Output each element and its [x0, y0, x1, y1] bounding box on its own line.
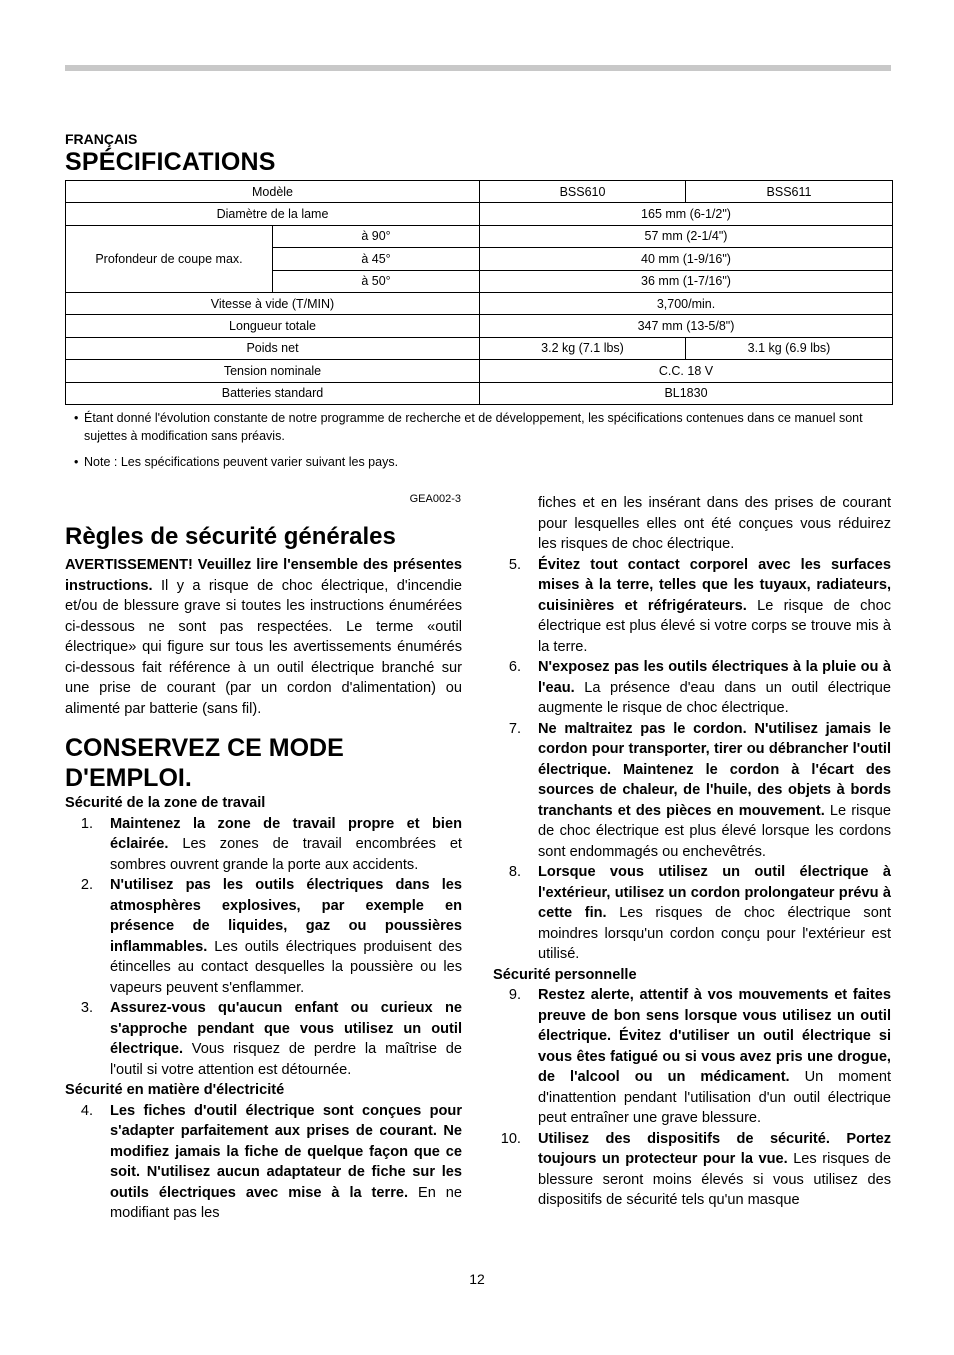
warning-bold: AVERTISSEMENT! Veuillez lire l'ensemble des présentes instructions.	[65, 557, 462, 594]
item-text: En ne modifiant pas les	[110, 1184, 462, 1221]
item-bold: Lorsque vous utilisez un outil électrique à l'extérieur, utilisez un cordon prolongateur prévu à cette fin.	[538, 864, 891, 921]
item-text: Les risques de blessure seront moins élevés si vous utilisez des dispositifs de sécurité tels qu'un masque	[538, 1151, 892, 1208]
list-item	[493, 657, 891, 719]
bullet-icon: •	[74, 411, 79, 425]
battery-label: Batteries standard	[66, 382, 480, 404]
page-number: 12	[469, 1271, 485, 1287]
weight-bss611: 3.1 kg (6.9 lbs)	[686, 337, 893, 359]
weight-label: Poids net	[66, 337, 480, 359]
list-item	[493, 555, 891, 658]
depth-value: 36 mm (1-7/16")	[480, 270, 893, 292]
voltage-label: Tension nominale	[66, 360, 480, 382]
item-bold: Ne maltraitez pas le cordon. N'utilisez jamais le cordon pour transporter, tirer ou débrancher l'outil électrique. Maintenez le cordon à l'écart des sources de chaleur, de l'huile, des objets à bords tranchants et des pièces en mouvement.	[538, 720, 891, 819]
speed-value: 3,700/min.	[480, 292, 893, 314]
language-label: FRANÇAIS	[65, 131, 138, 147]
document-code: GEA002-3	[409, 493, 461, 505]
warning-paragraph	[65, 555, 462, 719]
list-item	[65, 998, 462, 1080]
depth-value: 40 mm (1-9/16")	[480, 248, 893, 270]
table-row	[66, 181, 893, 203]
length-label: Longueur totale	[66, 315, 480, 337]
item-number: 1.	[80, 815, 93, 832]
item-text: Un moment d'inattention pendant l'utilisation d'un outil électrique peut entraîner une grave blessure.	[538, 1069, 892, 1126]
item-bold: Évitez tout contact corporel avec les surfaces mises à la terre, telles que les tuyaux, radiateurs, cuisinières et réfrigérateurs.	[538, 556, 891, 614]
item-4-continued: fiches et en les insérant dans des prises de courant pour lesquelles elles ont été conçues vous réduirez les risques de choc électrique.	[538, 495, 891, 552]
blade-value: 165 mm (6-1/2")	[480, 203, 893, 225]
item-text: Le risque de choc électrique est plus élevé si votre corps se trouve mis à la terre.	[538, 597, 891, 655]
keep-title-line2: D'EMPLOI.	[65, 764, 192, 792]
item-text: Les risques de choc électrique sont moindres lorsqu'un cordon conçu pour l'extérieur est utilisé.	[538, 905, 891, 962]
depth-angle: à 45°	[273, 248, 480, 270]
item-text: La présence d'eau dans un outil électrique augmente le risque de choc électrique.	[538, 679, 891, 716]
item-number: 7.	[508, 720, 521, 737]
depth-angle: à 50°	[273, 270, 480, 292]
depth-label: Profondeur de coupe max.	[66, 225, 273, 292]
table-row	[66, 292, 893, 314]
item-bold: N'utilisez pas les outils électriques dans les atmosphères explosives, par exemple en présence de liquides, gaz ou poussières inflammables.	[110, 877, 462, 955]
table-row	[66, 203, 893, 225]
speed-label: Vitesse à vide (T/MIN)	[66, 292, 480, 314]
left-column	[65, 523, 462, 1224]
note-text: Étant donné l'évolution constante de notre programme de recherche et de développement, les spécifications contenues dans ce manuel sont sujettes à modification sans préavis.	[84, 411, 863, 443]
section-electrical: Sécurité en matière d'électricité	[65, 1082, 285, 1098]
list-item	[493, 719, 891, 863]
weight-bss610: 3.2 kg (7.1 lbs)	[480, 337, 686, 359]
list-item	[65, 814, 462, 876]
specifications-table	[65, 180, 893, 405]
list-item	[65, 875, 462, 998]
item-text: Les zones de travail encombrées et sombres ouvrent grande la porte aux accidents.	[110, 836, 462, 873]
table-row	[66, 315, 893, 337]
right-column	[493, 493, 891, 1211]
rules-title: Règles de sécurité générales	[65, 523, 396, 550]
note-item	[74, 409, 874, 445]
spec-notes	[74, 409, 874, 471]
depth-angle: à 90°	[273, 225, 480, 247]
header-rule	[65, 65, 891, 71]
section-personal: Sécurité personnelle	[493, 966, 637, 983]
item-bold: N'exposez pas les outils électriques à la pluie ou à l'eau.	[538, 659, 891, 696]
item-bold: Les fiches d'outil électrique sont conçues pour s'adapter parfaitement aux prises de courant. Ne modifiez jamais la fiche de quelque façon que ce soit. N'utilisez aucun adaptateur de fiche sur les outils électriques avec mise à la terre.	[110, 1102, 462, 1201]
warning-text: Il y a risque de choc électrique, d'incendie et/ou de blessure grave si toutes les instructions énumérées ci-dessous ne sont pas respectées. Le terme «outil électrique» qui figure sur tous les avertissements énumérés ci-dessous fait référence à un outil électrique branché sur une prise de courant (par un cordon d'alimentation) ou alimenté par batterie (sans fil).	[65, 577, 462, 717]
list-item	[493, 862, 891, 965]
model-bss610: BSS610	[480, 181, 686, 203]
item-number: 9.	[508, 987, 521, 1003]
item-text: Les outils électriques produisent des étincelles au contact desquelles la poussière ou les vapeurs peuvent s'enflammer.	[110, 938, 462, 996]
blade-label: Diamètre de la lame	[66, 203, 480, 225]
model-label: Modèle	[66, 181, 480, 203]
item-bold: Utilisez des dispositifs de sécurité. Portez toujours un protecteur pour la vue.	[538, 1130, 891, 1167]
section-work-area: Sécurité de la zone de travail	[65, 795, 266, 811]
item-bold: Assurez-vous qu'aucun enfant ou curieux ne s'approche pendant que vous utilisez un outil électrique.	[110, 1000, 462, 1057]
list-item	[493, 985, 891, 1129]
keep-title-line1: CONSERVEZ CE MODE	[65, 734, 344, 762]
item-bold: Maintenez la zone de travail propre et bien éclairée.	[110, 815, 462, 852]
length-value: 347 mm (13-5/8")	[480, 315, 893, 337]
item-number: 3.	[80, 1000, 93, 1016]
table-row	[66, 225, 893, 247]
note-item	[74, 453, 874, 471]
list-item	[65, 1101, 462, 1224]
note-text: Note : Les spécifications peuvent varier suivant les pays.	[84, 455, 399, 469]
voltage-value: C.C. 18 V	[480, 360, 893, 382]
specifications-title: SPÉCIFICATIONS	[65, 148, 276, 176]
table-row	[66, 360, 893, 382]
table-row	[66, 382, 893, 404]
table-row	[66, 337, 893, 359]
item-number: 4.	[80, 1102, 93, 1119]
list-item	[493, 1129, 891, 1211]
item-number: 10.	[500, 1130, 521, 1147]
item-number: 2.	[80, 877, 93, 893]
battery-value: BL1830	[480, 382, 893, 404]
keep-manual-title	[65, 733, 462, 793]
item-number: 8.	[508, 864, 521, 880]
model-bss611: BSS611	[686, 181, 893, 203]
item-text: Le risque de choc électrique est plus élevé lorsque les cordons sont endommagés ou enchevêtrés.	[538, 802, 891, 860]
bullet-icon: •	[74, 455, 79, 469]
item-number: 6.	[508, 659, 521, 675]
item-bold: Restez alerte, attentif à vos mouvements et faites preuve de bon sens lorsque vous utilisez un outil électrique. Évitez d'utiliser un outil électrique si vous êtes fatigué ou si vous avez pris une drogue, de l'alcool ou un médicament.	[538, 987, 891, 1085]
depth-value: 57 mm (2-1/4")	[480, 225, 893, 247]
item-text: Vous risquez de perdre la maîtrise de l'outil si votre attention est détournée.	[110, 1041, 462, 1078]
item-number: 5.	[508, 556, 521, 573]
